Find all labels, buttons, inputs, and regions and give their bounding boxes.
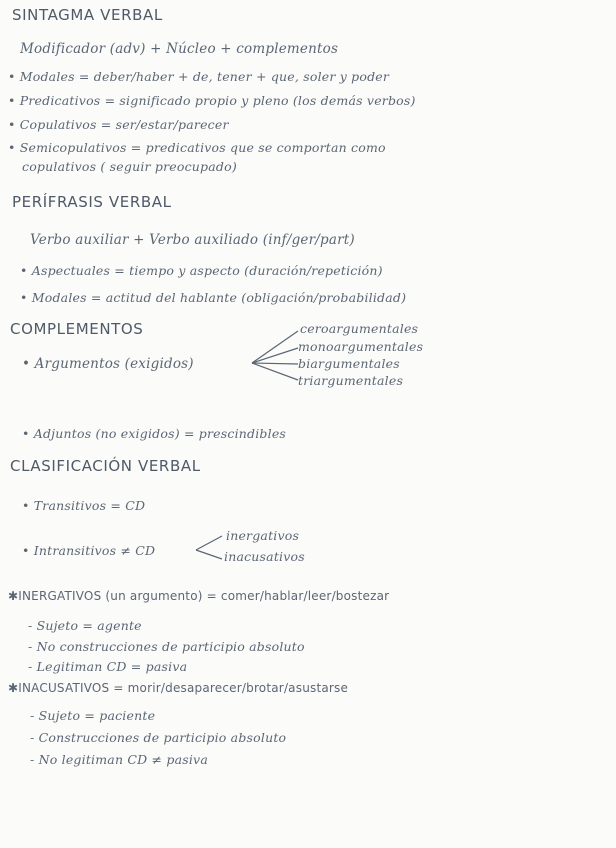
argument-type: biargumentales: [298, 356, 400, 371]
transitivos-line: • Transitivos = CD: [22, 498, 146, 513]
heading-inergativos: ✱INERGATIVOS (un argumento) = comer/hablar/leer/bostezar: [8, 589, 390, 603]
heading-inacusativos: ✱INACUSATIVOS = morir/desaparecer/brotar/asustarse: [8, 681, 349, 695]
heading-perifrasis-verbal: PERÍFRASIS VERBAL: [12, 193, 172, 211]
argument-type: ceroargumentales: [300, 321, 419, 336]
list-item-continuation: copulativos ( seguir preocupado): [22, 159, 237, 174]
list-item: - Sujeto = paciente: [30, 708, 156, 723]
list-item: • Predicativos = significado propio y pleno (los demás verbos): [8, 93, 416, 108]
list-item: • Modales = deber/haber + de, tener + que, soler y poder: [8, 69, 390, 84]
heading-clasificacion-verbal: CLASIFICACIÓN VERBAL: [10, 457, 201, 475]
intransitive-type: inacusativos: [224, 549, 305, 564]
argumentos-label: • Argumentos (exigidos): [22, 356, 194, 372]
formula-perifrasis: Verbo auxiliar + Verbo auxiliado (inf/ger/part): [30, 232, 355, 248]
list-item: • Copulativos = ser/estar/parecer: [8, 117, 229, 132]
argument-type: triargumentales: [298, 373, 404, 388]
formula-sintagma: Modificador (adv) + Núcleo + complementos: [20, 41, 339, 57]
list-item: • Modales = actitud del hablante (obligación/probabilidad): [20, 290, 407, 305]
list-item: • Semicopulativos = predicativos que se comportan como: [8, 140, 386, 155]
argument-type: monoargumentales: [298, 339, 424, 354]
list-item: - No construcciones de participio absoluto: [28, 639, 305, 654]
branch-arrows-argumentos: [248, 326, 302, 384]
heading-sintagma-verbal: SINTAGMA VERBAL: [12, 6, 163, 24]
adjuntos-line: • Adjuntos (no exigidos) = prescindibles: [22, 426, 287, 441]
branch-arrows-intransitivos: [192, 532, 226, 562]
heading-complementos: COMPLEMENTOS: [10, 320, 144, 338]
intransitive-type: inergativos: [226, 528, 300, 543]
list-item: - Sujeto = agente: [28, 618, 142, 633]
list-item: - Legitiman CD = pasiva: [28, 659, 188, 674]
list-item: - Construcciones de participio absoluto: [30, 730, 287, 745]
list-item: - No legitiman CD ≠ pasiva: [30, 752, 208, 767]
intransitivos-label: • Intransitivos ≠ CD: [22, 543, 156, 558]
list-item: • Aspectuales = tiempo y aspecto (duración/repetición): [20, 263, 383, 278]
